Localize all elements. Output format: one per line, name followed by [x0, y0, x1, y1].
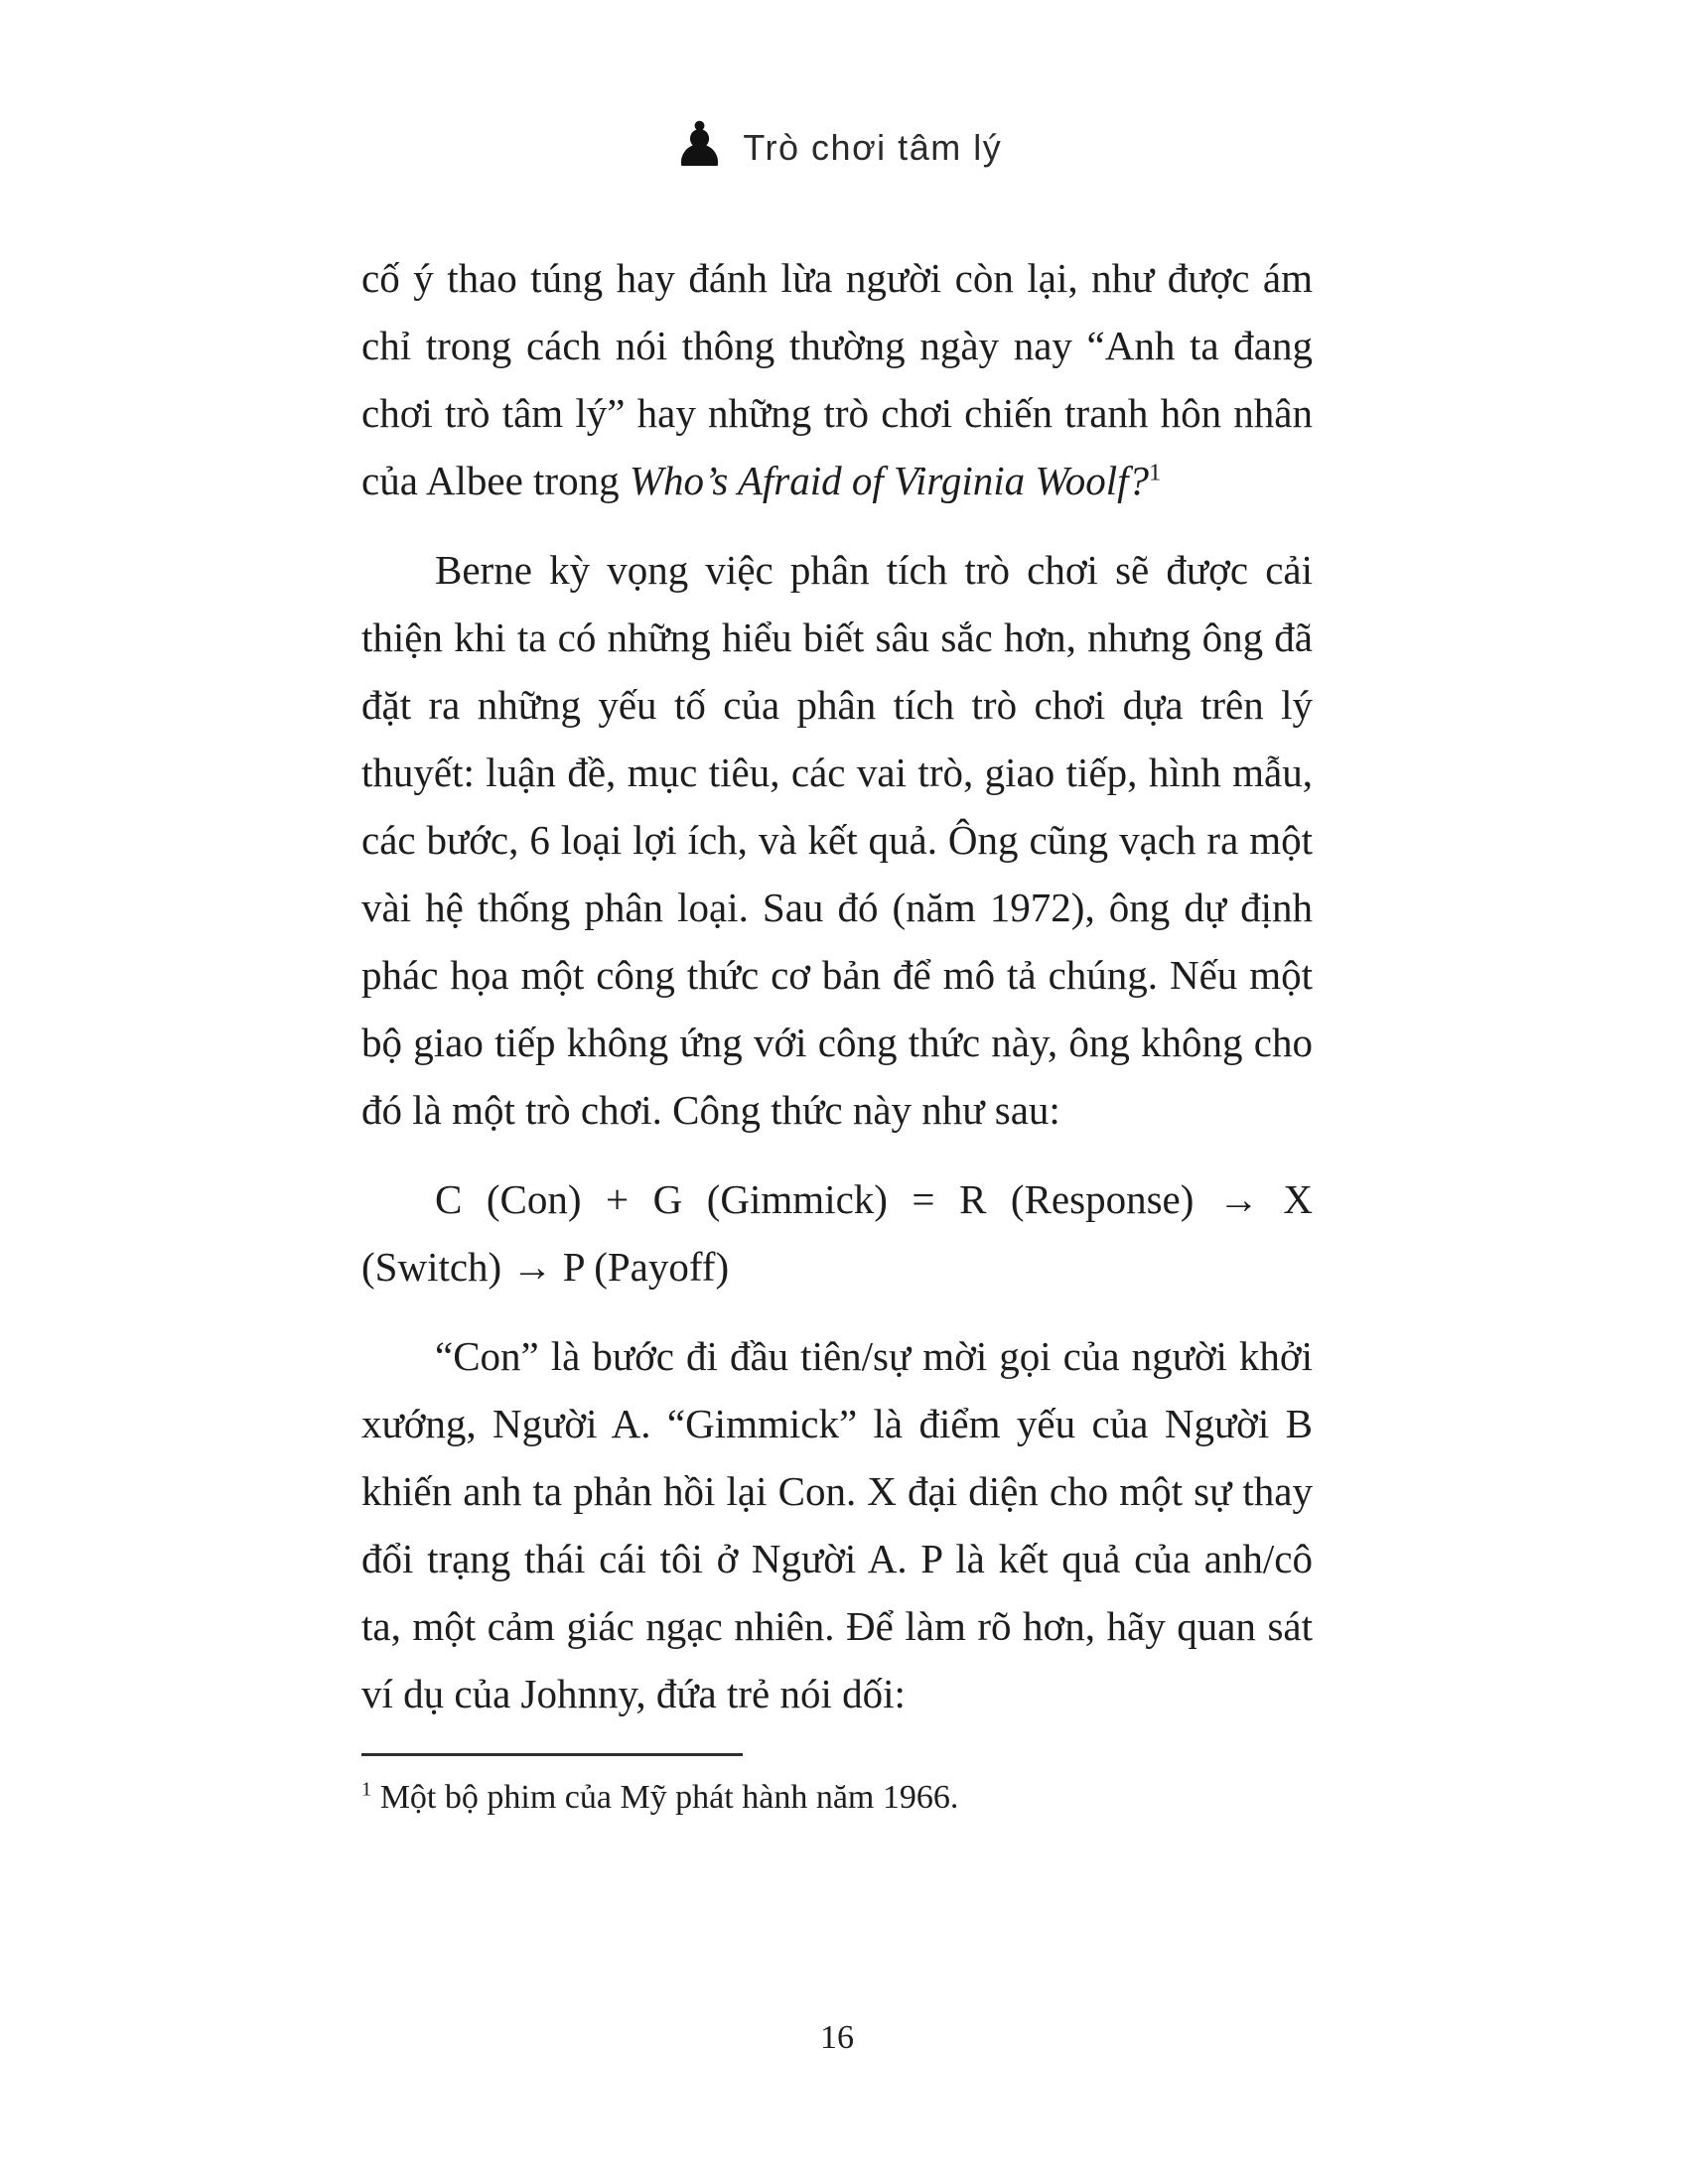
paragraph-segment: “Con” là bước đi đầu tiên/sự mời gọi của người khởi xướng, Người A. “Gimmick” là điểm yếu của Người B khiến anh ta phản hồi lại Con. X đại diện cho một sự thay đổi trạng thái cái tôi ở Người A. P là kết quả của anh/cô ta, một cảm giác ngạc nhiên. Để làm rõ hơn, hãy quan sát ví dụ của Johnny, đứa trẻ nói dối:: [361, 1333, 1313, 1716]
body-text: [361, 244, 1313, 1727]
footnote-area: [361, 1753, 1313, 1822]
paragraph-segment: Who’s Afraid of Virginia Woolf?: [629, 458, 1150, 503]
paragraph-segment: 1: [1149, 459, 1162, 486]
footnote: [361, 1774, 1313, 1822]
page-header: [361, 112, 1313, 180]
page-number: 16: [820, 2019, 854, 2056]
footnote-divider: [361, 1753, 743, 1756]
paragraph: [361, 1165, 1313, 1300]
chess-pawn-icon: ♟: [671, 112, 728, 180]
paragraph: [361, 536, 1313, 1144]
paragraph-segment: cố ý thao túng hay đánh lừa người còn lại, như được ám chỉ trong cách nói thông thường ngày nay “Anh ta đang chơi trò tâm lý” hay những trò chơi chiến tranh hôn nhân của Albee trong: [361, 255, 1313, 503]
paragraph-segment: C (Con) + G (Gimmick) = R (Response) → X (Switch) → P (Payoff): [361, 1176, 1313, 1290]
paragraph: [361, 1322, 1313, 1727]
paragraph-segment: Berne kỳ vọng việc phân tích trò chơi sẽ được cải thiện khi ta có những hiểu biết sâu sắc hơn, nhưng ông đã đặt ra những yếu tố của phân tích trò chơi dựa trên lý thuyết: luận đề, mục tiêu, các vai trò, giao tiếp, hình mẫu, các bước, 6 loại lợi ích, và kết quả. Ông cũng vạch ra một vài hệ thống phân loại. Sau đó (năm 1972), ông dự định phác họa một công thức cơ bản để mô tả chúng. Nếu một bộ giao tiếp không ứng với công thức này, ông không cho đó là một trò chơi. Công thức này như sau:: [361, 547, 1313, 1133]
paragraph: [361, 244, 1313, 514]
book-title: Trò chơi tâm lý: [743, 127, 1003, 168]
footnote-marker: 1: [361, 1778, 372, 1801]
footnote-text: Một bộ phim của Mỹ phát hành năm 1966.: [379, 1779, 959, 1816]
